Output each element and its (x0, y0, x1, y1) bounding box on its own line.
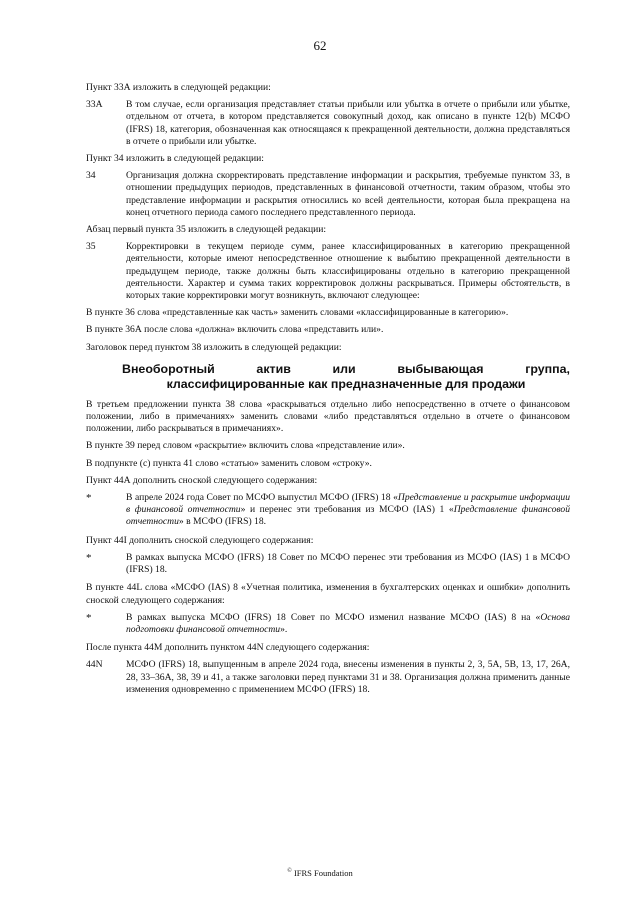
footnote-marker: * (86, 492, 92, 505)
instruction-39: В пункте 39 перед словом «раскрытие» включить слова «представление или». (86, 440, 405, 452)
page-number: 62 (313, 38, 327, 53)
instruction-44i: Пункт 44I дополнить сноской следующего содержания: (86, 534, 314, 546)
heading-word: актив (256, 361, 291, 376)
paragraph-35 (86, 241, 570, 302)
instruction-41: В подпункте (c) пункта 41 слово «статью» заменить словом «строку». (86, 457, 372, 469)
instruction-44n: После пункта 44M дополнить пунктом 44N следующего содержания: (86, 642, 370, 654)
page-footer (0, 868, 640, 878)
paragraph-text: В том случае, если организация представляет статьи прибыли или убытка в отчете о прибыли или убытке, отдельном от отчета, в котором представляется совокупный доход, как описано в пункте 12(b) МСФО (IFRS) 18, категория, обозначенная как относящаяся к прекращенной деятельности, должна представляться в отчете о прибыли или убытке. (126, 99, 570, 147)
paragraph-44n (86, 659, 570, 696)
footer-text: IFRS Foundation (293, 868, 353, 878)
instruction-35: Абзац первый пункта 35 изложить в следующей редакции: (86, 224, 327, 236)
paragraph-text: Организация должна скорректировать представление информации и раскрытия, требуемые пунктом 33, в отношении предыдущих периодов, представленных в финансовой отчетности, таким образом, чтобы это представление информации и раскрытия относились ко всей деятельности, которая была прекращена на конец отчетного периода самого последнего представленного периода. (126, 170, 570, 218)
instruction-34: Пункт 34 изложить в следующей редакции: (86, 153, 264, 165)
paragraph-number: 33А (86, 99, 103, 111)
paragraph-text: Корректировки в текущем периоде сумм, ранее классифицированных в категорию прекращенной деятельности, которые имеют непосредственное отношение к выбытию прекращенной деятельности в предыдущем периоде, также должны быть классифицированы отдельно в категорию прекращенной деятельности. Характер и сумма таких корректировок должны раскрываться. Примеры обстоятельств, в которых такие корректировки могут возникнуть, включают следующее: (126, 241, 570, 302)
copyright-symbol: © (287, 868, 292, 875)
footnote-text: В апреле 2024 года Совет по МСФО выпустил МСФО (IFRS) 18 «Представление и раскрытие информации в финансовой отчетности» и перенес эти требования из МСФО (IAS) 1 «Представление финансовой отчетности» в МСФО (IFRS) 18. (126, 492, 570, 528)
heading-word: выбывающая (397, 361, 484, 376)
instruction-38: В третьем предложении пункта 38 слова «раскрываться отдельно либо непосредственно в отчете о финансовом положении, либо в примечаниях» заменить словами «либо представляться отдельно в отчете о финансовом положении, либо раскрываться в примечаниях». (86, 398, 570, 435)
footnote-text: В рамках выпуска МСФО (IFRS) 18 Совет по МСФО изменил название МСФО (IAS) 8 на «Основа подготовки финансовой отчетности». (126, 611, 570, 635)
section-heading (122, 362, 570, 392)
paragraph-number: 44N (86, 659, 103, 671)
paragraph-33a (86, 99, 570, 148)
paragraph-number: 35 (86, 241, 96, 253)
paragraph-number: 34 (86, 170, 96, 182)
footnote-text: В рамках выпуска МСФО (IFRS) 18 Совет по МСФО перенес эти требования из МСФО (IAS) 1 в МСФО (IFRS) 18. (126, 551, 570, 576)
paragraph-34 (86, 170, 570, 219)
footnote-44a (86, 492, 570, 529)
footnote-marker: * (86, 611, 92, 624)
footnote-44i (86, 552, 570, 576)
page-content (86, 82, 570, 701)
instruction-36a: В пункте 36А после слова «должна» включить слова «представить или». (86, 324, 384, 336)
heading-word: группа, (525, 361, 570, 376)
heading-line-2: классифицированные как предназначенные для продажи (166, 376, 526, 391)
instruction-44l: В пункте 44L слова «МСФО (IAS) 8 «Учетная политика, изменения в бухгалтерских оценках и ошибки» дополнить сноской следующего содержания: (86, 582, 570, 606)
paragraph-text: МСФО (IFRS) 18, выпущенным в апреле 2024 года, внесены изменения в пункты 2, 3, 5А, 5В, 13, 17, 26А, 28, 33–36А, 38, 39 и 41, а также заголовки перед пунктами 31 и 38. Организация должна применить данные изменения одновременно с применением МСФО (IFRS) 18. (126, 659, 570, 695)
instruction-33a: Пункт 33А изложить в следующей редакции: (86, 82, 271, 93)
instruction-heading-38: Заголовок перед пунктом 38 изложить в следующей редакции: (86, 341, 342, 353)
heading-word: или (332, 361, 356, 376)
instruction-36: В пункте 36 слова «представленные как часть» заменить словами «классифицированные в категорию». (86, 307, 509, 319)
footnote-marker: * (86, 551, 92, 564)
heading-word: Внеоборотный (122, 361, 215, 376)
footnote-44l (86, 612, 570, 636)
instruction-44a: Пункт 44А дополнить сноской следующего содержания: (86, 474, 318, 486)
